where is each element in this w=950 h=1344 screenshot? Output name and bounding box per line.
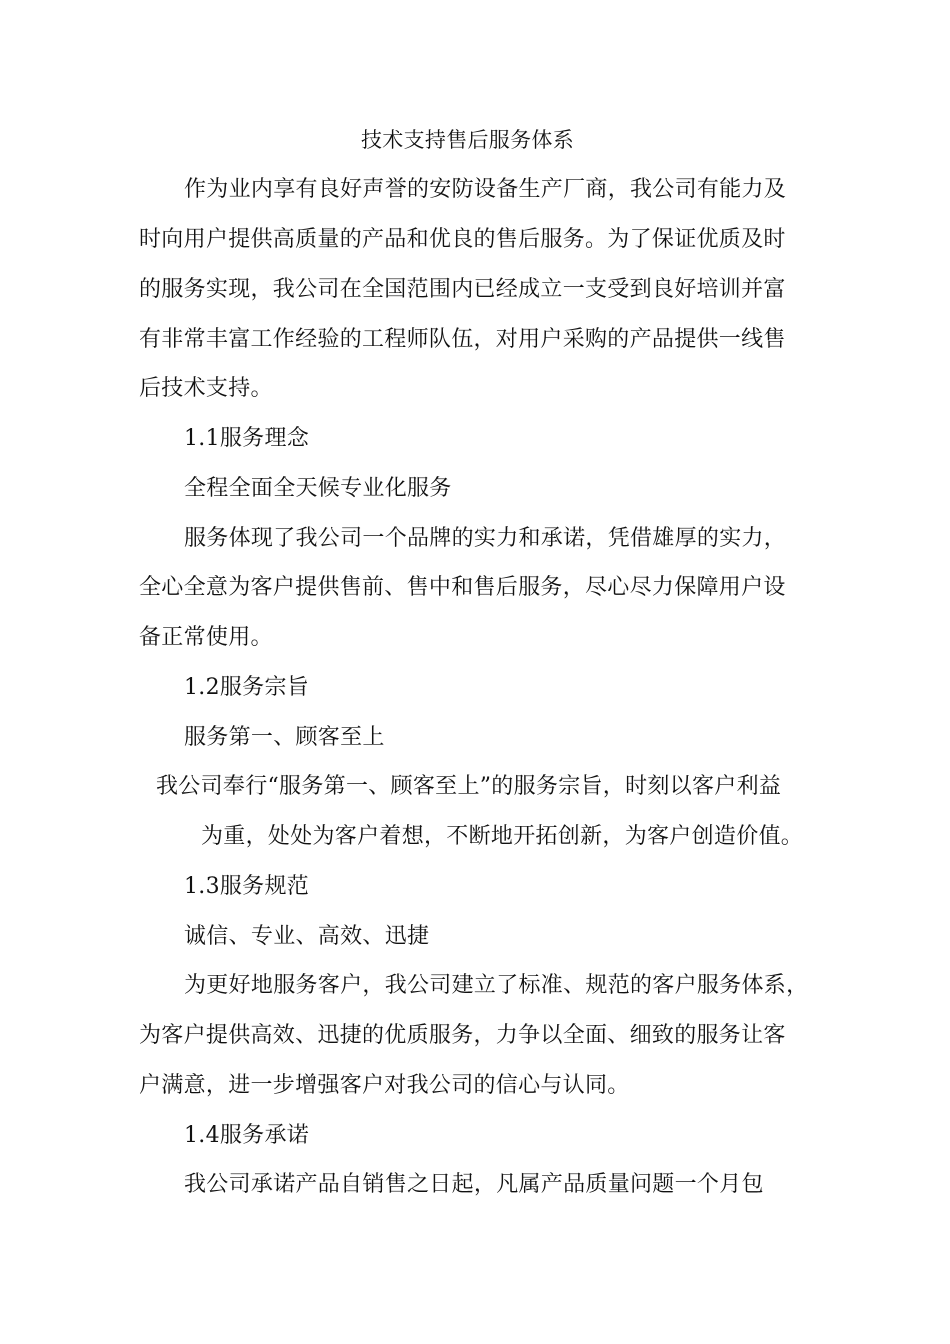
section-1-1-line-2: 全心全意为客户提供售前、售中和售后服务，尽心尽力保障用户设 [139,575,786,600]
section-1-1-subtitle: 全程全面全天候专业化服务 [184,476,452,501]
section-1-1-line-1: 服务体现了我公司一个品牌的实力和承诺，凭借雄厚的实力， [184,526,787,551]
section-1-2-subtitle: 服务第一、顾客至上 [184,725,385,750]
intro-line-2: 时向用户提供高质量的产品和优良的售后服务。为了保证优质及时 [139,227,786,252]
intro-line-4: 有非常丰富工作经验的工程师队伍，对用户采购的产品提供一线售 [139,327,786,352]
section-1-4-heading: 1.4服务承诺 [184,1123,310,1148]
section-1-3-line-1: 为更好地服务客户，我公司建立了标准、规范的客户服务体系， [184,973,809,998]
section-1-4-line-1: 我公司承诺产品自销售之日起，凡属产品质量问题一个月包 [184,1172,764,1197]
section-1-2-line-2: 为重，处处为客户着想，不断地开拓创新，为客户创造价值。 [201,824,804,849]
intro-line-3: 的服务实现，我公司在全国范围内已经成立一支受到良好培训并富 [139,277,786,302]
intro-line-1: 作为业内享有良好声誉的安防设备生产厂商，我公司有能力及 [184,177,787,202]
section-1-1-line-3: 备正常使用。 [139,625,273,650]
section-1-3-heading: 1.3服务规范 [184,874,310,899]
section-1-3-subtitle: 诚信、专业、高效、迅捷 [184,924,430,949]
section-1-2-heading: 1.2服务宗旨 [184,675,310,700]
section-1-3-line-3: 户满意，进一步增强客户对我公司的信心与认同。 [139,1073,630,1098]
section-1-1-heading: 1.1服务理念 [184,426,310,451]
intro-line-5: 后技术支持。 [139,376,273,401]
document-title: 技术支持售后服务体系 [361,128,574,152]
section-1-2-line-1: 我公司奉行“服务第一、顾客至上”的服务宗旨，时刻以客户利益 [156,774,782,799]
section-1-3-line-2: 为客户提供高效、迅捷的优质服务，力争以全面、细致的服务让客 [139,1023,786,1048]
